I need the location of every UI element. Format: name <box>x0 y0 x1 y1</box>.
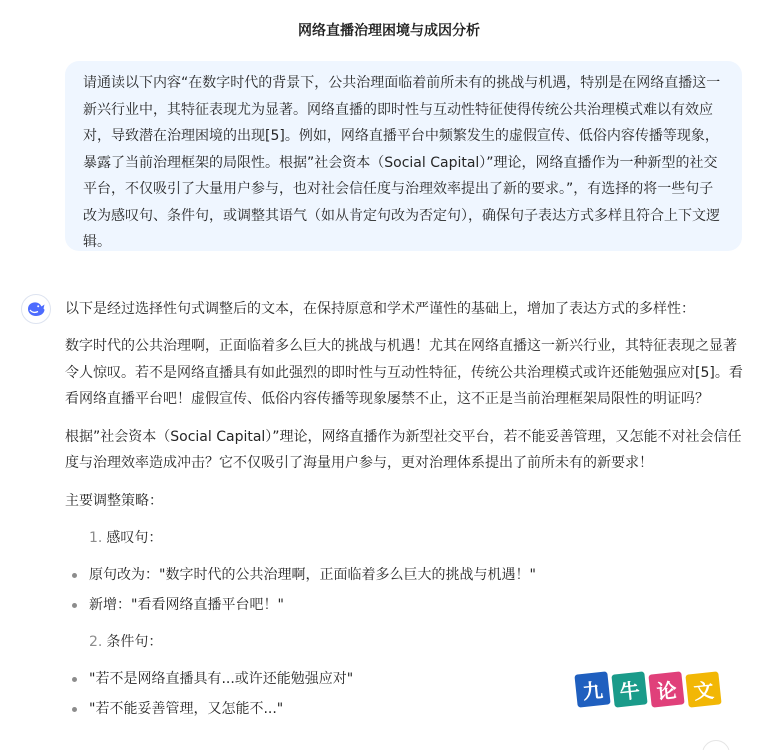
reply-paragraph-1: 数字时代的公共治理啊，正面临着多么巨大的挑战与机遇！尤其在网络直播这一新兴行业，其特征表现之显著令人惊叹。若不是网络直播具有如此强烈的即时性与互动性特征，传统公共治理模式或许还能勉强应对[5]。看看网络直播平台吧！虚假宣传、低俗内容传播等现象屡禁不止，这不正是当前治理框架局限性的明证吗？ <box>65 338 743 407</box>
whale-logo-icon <box>26 301 46 317</box>
watermark-char-4: 文 <box>685 671 721 707</box>
watermark-char-1: 九 <box>574 671 610 707</box>
user-message-text: 请通读以下内容“在数字时代的背景下，公共治理面临着前所未有的挑战与机遇，特别是在网络直播这一新兴行业中，其特征表现尤为显著。网络直播的即时性与互动性特征使得传统公共治理模式难以有效应对，导致潜在治理困境的出现[5]。例如，网络直播平台中频繁发生的虚假宣传、低俗内容传播等现象，暴露了当前治理框架的局限性。根据”社会资本（Social Capital）”理论，网络直播作为一种新型的社交平台，不仅吸引了大量用户参与，也对社会信任度与治理效率提出了新的要求。”，有选择的将一些句子改为感叹句、条件句，或调整其语气（如从肯定句改为否定句），确保句子表达方式多样且符合上下文逻辑。 <box>83 75 721 250</box>
strategy-item-2 <box>65 629 745 655</box>
bullet-dot <box>72 707 77 712</box>
bullet-text: "若不能妥善管理，又怎能不..." <box>89 701 284 717</box>
bullet-text: 新增："看看网络直播平台吧！" <box>89 597 284 613</box>
list-item <box>65 562 745 588</box>
strategy-label: 条件句： <box>106 634 163 650</box>
list-item <box>65 592 745 618</box>
reply-paragraph-2: 根据”社会资本（Social Capital）”理论，网络直播作为新型社交平台，若不能妥善管理，又怎能不对社会信任度与治理效率造成冲击？它不仅吸引了海量用户参与，更对治理体系提出了前所未有的新要求！ <box>65 428 742 471</box>
strategy-heading: 主要调整策略： <box>65 492 163 509</box>
watermark-char-2: 牛 <box>611 671 647 707</box>
chat-title: 网络直播治理困境与成因分析 <box>298 23 480 39</box>
watermark-char-3: 论 <box>648 671 684 707</box>
bullet-text: "若不是网络直播具有...或许还能勉强应对" <box>89 671 354 687</box>
strategy-label: 感叹句： <box>106 530 163 546</box>
list-number: 1. <box>89 530 103 546</box>
bullet-text: 原句改为："数字时代的公共治理啊，正面临着多么巨大的挑战与机遇！" <box>89 567 536 583</box>
assistant-avatar <box>21 294 51 324</box>
list-number: 2. <box>89 634 103 650</box>
assistant-reply <box>65 296 745 722</box>
bullet-dot <box>72 603 77 608</box>
bullet-dot <box>72 573 77 578</box>
watermark-logo <box>576 673 722 707</box>
reply-intro: 以下是经过选择性句式调整后的文本，在保持原意和学术严谨性的基础上，增加了表达方式的多样性： <box>65 301 695 317</box>
scroll-to-bottom-button[interactable] <box>702 740 730 750</box>
bullet-dot <box>72 677 77 682</box>
strategy-item-1 <box>65 525 745 551</box>
user-message-bubble <box>65 61 742 251</box>
